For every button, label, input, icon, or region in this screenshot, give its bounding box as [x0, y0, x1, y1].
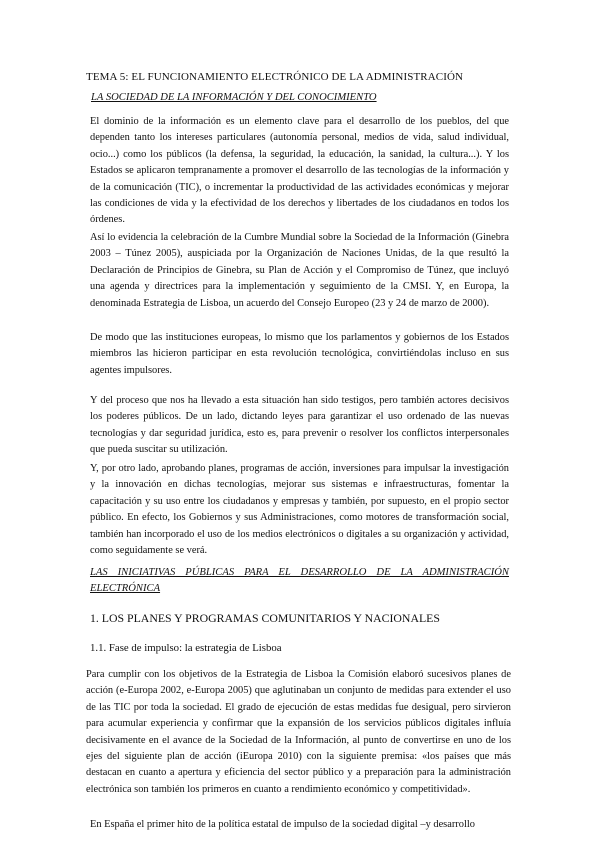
section-heading-information-society: LA SOCIEDAD DE LA INFORMACIÓN Y DEL CONOCIMIENTO	[91, 92, 377, 103]
subheading-lisbon-strategy: 1.1. Fase de impulso: la estrategia de Lisboa	[90, 642, 282, 654]
document-title: TEMA 5: EL FUNCIONAMIENTO ELECTRÓNICO DE LA ADMINISTRACIÓN	[86, 71, 464, 83]
paragraph-5: Y, por otro lado, aprobando planes, programas de acción, inversiones para impulsar la investigación y la innovación en dichas tecnologías, mejorar sus sistemas e infraestructuras, fomentar la capacitación y su uso entre los ciudadanos y empresas y también, por supuesto, en el propio sector público. En efecto, los Gobiernos y sus Administraciones, como motores de transformación social, también han incorporado el uso de los medios electrónicos o digitales a su organización y actividad, como seguidamente se verá.	[90, 463, 509, 557]
paragraph-4: Y del proceso que nos ha llevado a esta situación han sido testigos, pero también actores decisivos los poderes públicos. De un lado, dictando leyes para garantizar el uso ordenado de las nuevas tecnologías y dar seguridad jurídica, esto es, para prevenir o resolver los conflictos interpersonales que pueda suscitar su utilización.	[90, 395, 509, 456]
paragraph-2: Así lo evidencia la celebración de la Cumbre Mundial sobre la Sociedad de la Información (Ginebra 2003 – Túnez 2005), auspiciada por la Organización de Naciones Unidas, de la que resultó la Declaración de Principios de Ginebra, su Plan de Acción y el Compromiso de Túnez, que incluyó una agenda y directrices para la implementación y seguimiento de la CMSI. Y, en Europa, la denominada Estrategia de Lisboa, un acuerdo del Consejo Europeo (23 y 24 de marzo de 2000).	[90, 232, 509, 309]
heading-plans-programs: 1. LOS PLANES Y PROGRAMAS COMUNITARIOS Y NACIONALES	[90, 611, 440, 625]
paragraph-lisbon: Para cumplir con los objetivos de la Estrategia de Lisboa la Comisión elaboró sucesivos planes de acción (e-Europa 2002, e-Europa 2005) que aglutinaban un conjunto de medidas para extender el uso de las TIC por toda la sociedad. El grado de ejecución de estas medidas fue desigual, pero sirvieron para acumular experiencia y confirmar que la expansión de los servicios públicos digitales influía decisivamente en el avance de la Sociedad de la Información, al punto de convertirse en uno de los ejes del siguiente plan de acción (iEuropa 2010) con la siguiente premisa: «los países que más destacan en cuanto a apertura y eficiencia del sector público y a preparación para la administración electrónica son también los primeros en cuanto a rendimiento económico y competitividad».	[86, 669, 511, 795]
paragraph-3: De modo que las instituciones europeas, lo mismo que los parlamentos y gobiernos de los Estados miembros las hicieron participar en esta revolución tecnológica, convirtiéndolas incluso en sus agentes impulsores.	[90, 332, 509, 376]
paragraph-spain: En España el primer hito de la política estatal de impulso de la sociedad digital –y desarrollo	[90, 819, 475, 830]
section-heading-public-initiatives: LAS INICIATIVAS PÚBLICAS PARA EL DESARROLLO DE LA ADMINISTRACIÓN ELECTRÓNICA	[90, 567, 509, 595]
paragraph-1: El dominio de la información es un elemento clave para el desarrollo de los pueblos, del que dependen tanto los intereses particulares (autonomía personal, medios de vida, salud individual, ocio...) como los públicos (la defensa, la seguridad, la educación, la sanidad, la cultura...). Y los Estados se aplicaron tempranamente a promover el desarrollo de las tecnologías de la información y de la comunicación (TIC), o incrementar la productividad de las actividades económicas y mejorar las condiciones de vida y la efectividad de los derechos y libertades de los ciudadanos en todos los órdenes.	[90, 116, 509, 226]
